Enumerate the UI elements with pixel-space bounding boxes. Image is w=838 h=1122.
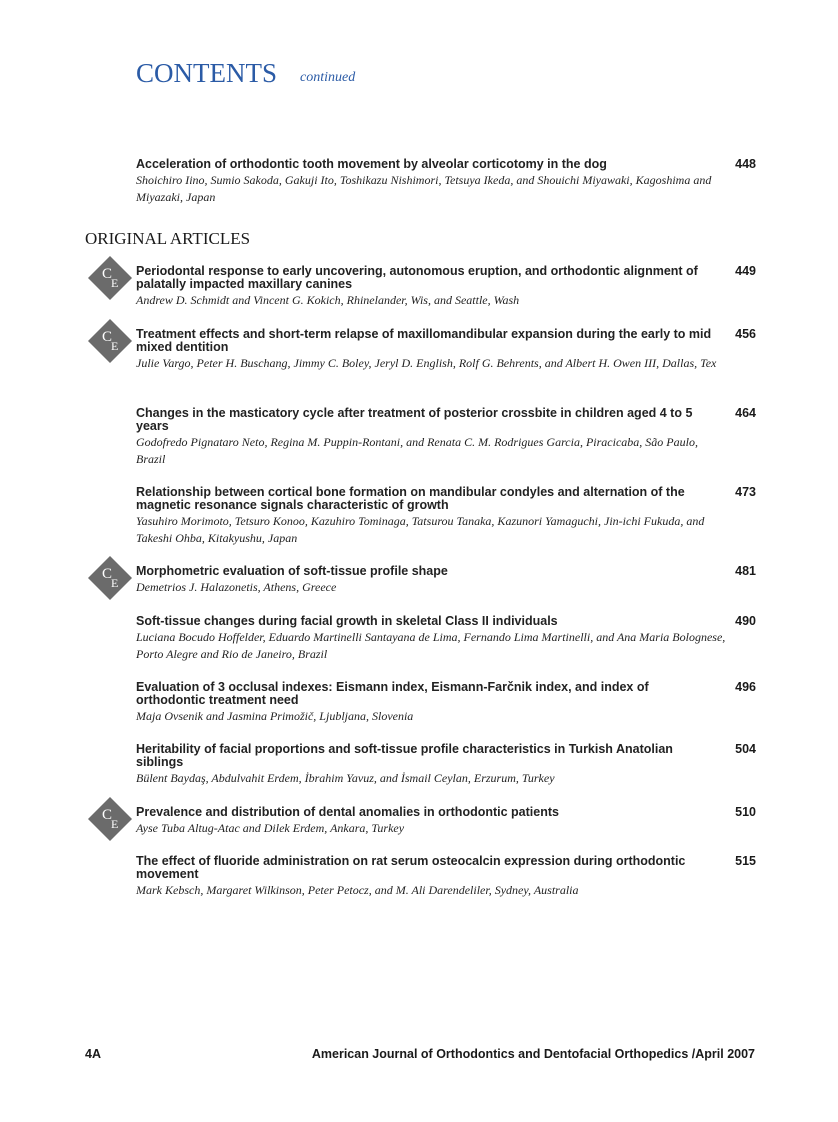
svg-text:C: C (102, 566, 113, 582)
article-title[interactable]: Acceleration of orthodontic tooth movement by alveolar corticotomy in the dog (136, 157, 607, 171)
article-entry[interactable] (136, 407, 756, 468)
article-authors: Bülent Baydaş, Abdulvahit Erdem, İbrahim Yavuz, and İsmail Ceylan, Erzurum, Turkey (136, 771, 555, 785)
svg-text:E: E (111, 576, 119, 590)
article-title[interactable]: Heritability of facial proportions and soft-tissue profile characteristics in Turkish Anatolian siblings (136, 742, 673, 769)
article-page-number: 473 (735, 485, 756, 499)
article-title[interactable]: Soft-tissue changes during facial growth in skeletal Class II individuals (136, 614, 558, 628)
article-entry[interactable] (102, 327, 756, 372)
svg-text:E: E (111, 817, 119, 831)
svg-text:C: C (102, 807, 113, 823)
article-entry[interactable] (136, 855, 756, 899)
article-authors: Ayse Tuba Altug-Atac and Dilek Erdem, Ankara, Turkey (136, 821, 405, 835)
article-title[interactable]: Evaluation of 3 occlusal indexes: Eismann index, Eismann-Farčnik index, and index of orthodontic treatment need (136, 680, 649, 707)
article-page-number: 504 (735, 742, 756, 756)
svg-text:C: C (102, 266, 113, 282)
article-title[interactable]: Morphometric evaluation of soft-tissue profile shape (136, 564, 448, 578)
article-page-number: 449 (735, 264, 756, 278)
article-entry[interactable] (102, 264, 756, 309)
article-title[interactable]: The effect of fluoride administration on rat serum osteocalcin expression during orthodontic movement (136, 854, 686, 881)
article-entry[interactable] (136, 743, 756, 787)
article-entry[interactable] (102, 564, 756, 596)
article-authors: Luciana Bocudo Hoffelder, Eduardo Martinelli Santayana de Lima, Fernando Lima Martinelli, and Ana Maria Bolognese, Porto Alegre and Rio de Janeiro, Brazil (136, 630, 726, 661)
continuing-education-badge-icon (88, 556, 132, 600)
continuing-education-badge-icon (88, 256, 132, 300)
article-authors: Godofredo Pignataro Neto, Regina M. Puppin-Rontani, and Renata C. M. Rodrigues Garcia, Piracicaba, São Paulo, Brazil (136, 435, 698, 466)
article-page-number: 481 (735, 564, 756, 578)
article-page-number: 490 (735, 614, 756, 628)
article-title[interactable]: Prevalence and distribution of dental anomalies in orthodontic patients (136, 805, 559, 819)
article-page-number: 510 (735, 805, 756, 819)
page-title: CONTENTS (136, 58, 277, 88)
continuing-education-badge-icon (88, 797, 132, 841)
article-authors: Mark Kebsch, Margaret Wilkinson, Peter Petocz, and M. Ali Darendeliler, Sydney, Australia (136, 883, 579, 897)
article-entry[interactable] (102, 805, 756, 837)
article-title[interactable]: Periodontal response to early uncovering, autonomous eruption, and orthodontic alignment of palatally impacted maxillary canines (136, 264, 698, 291)
article-entry[interactable] (136, 681, 756, 725)
article-page-number: 496 (735, 680, 756, 694)
article-page-number: 464 (735, 406, 756, 420)
article-authors: Julie Vargo, Peter H. Buschang, Jimmy C. Boley, Jeryl D. English, Rolf G. Behrents, and Albert H. Owen III, Dallas, Tex (136, 356, 717, 370)
section-heading: ORIGINAL ARTICLES (85, 229, 251, 248)
article-authors: Maja Ovsenik and Jasmina Primožič, Ljubljana, Slovenia (136, 709, 414, 723)
page-subtitle: continued (300, 70, 356, 85)
article-title[interactable]: Relationship between cortical bone formation on mandibular condyles and alternation of the magnetic resonance signals characteristic of growth (136, 485, 685, 512)
article-entry[interactable] (136, 615, 756, 663)
article-entry[interactable] (136, 158, 756, 206)
article-page-number: 448 (735, 157, 756, 171)
article-page-number: 456 (735, 327, 756, 341)
article-authors: Shoichiro Iino, Sumio Sakoda, Gakuji Ito, Toshikazu Nishimori, Tetsuya Ikeda, and Shouichi Miyawaki, Kagoshima and Miyazaki, Japan (136, 173, 712, 204)
article-authors: Yasuhiro Morimoto, Tetsuro Konoo, Kazuhiro Tominaga, Tatsurou Tanaka, Kazunori Yamaguchi, Jin-ichi Fukuda, and Takeshi Ohba, Kitakyushu, Japan (136, 514, 705, 545)
article-title[interactable]: Treatment effects and short-term relapse of maxillomandibular expansion during the early to mid mixed dentition (136, 327, 712, 354)
article-authors: Andrew D. Schmidt and Vincent G. Kokich, Rhinelander, Wis, and Seattle, Wash (136, 293, 520, 307)
svg-text:E: E (111, 339, 119, 353)
article-title[interactable]: Changes in the masticatory cycle after treatment of posterior crossbite in children aged 4 to 5 years (136, 406, 693, 433)
article-page-number: 515 (735, 854, 756, 868)
continuing-education-badge-icon (88, 319, 132, 363)
footer-journal: American Journal of Orthodontics and Dentofacial Orthopedics /April 2007 (311, 1047, 755, 1061)
svg-text:E: E (111, 276, 119, 290)
svg-text:C: C (102, 329, 113, 345)
footer-page-number: 4A (85, 1047, 101, 1061)
article-authors: Demetrios J. Halazonetis, Athens, Greece (136, 580, 337, 594)
article-entry[interactable] (136, 486, 756, 547)
